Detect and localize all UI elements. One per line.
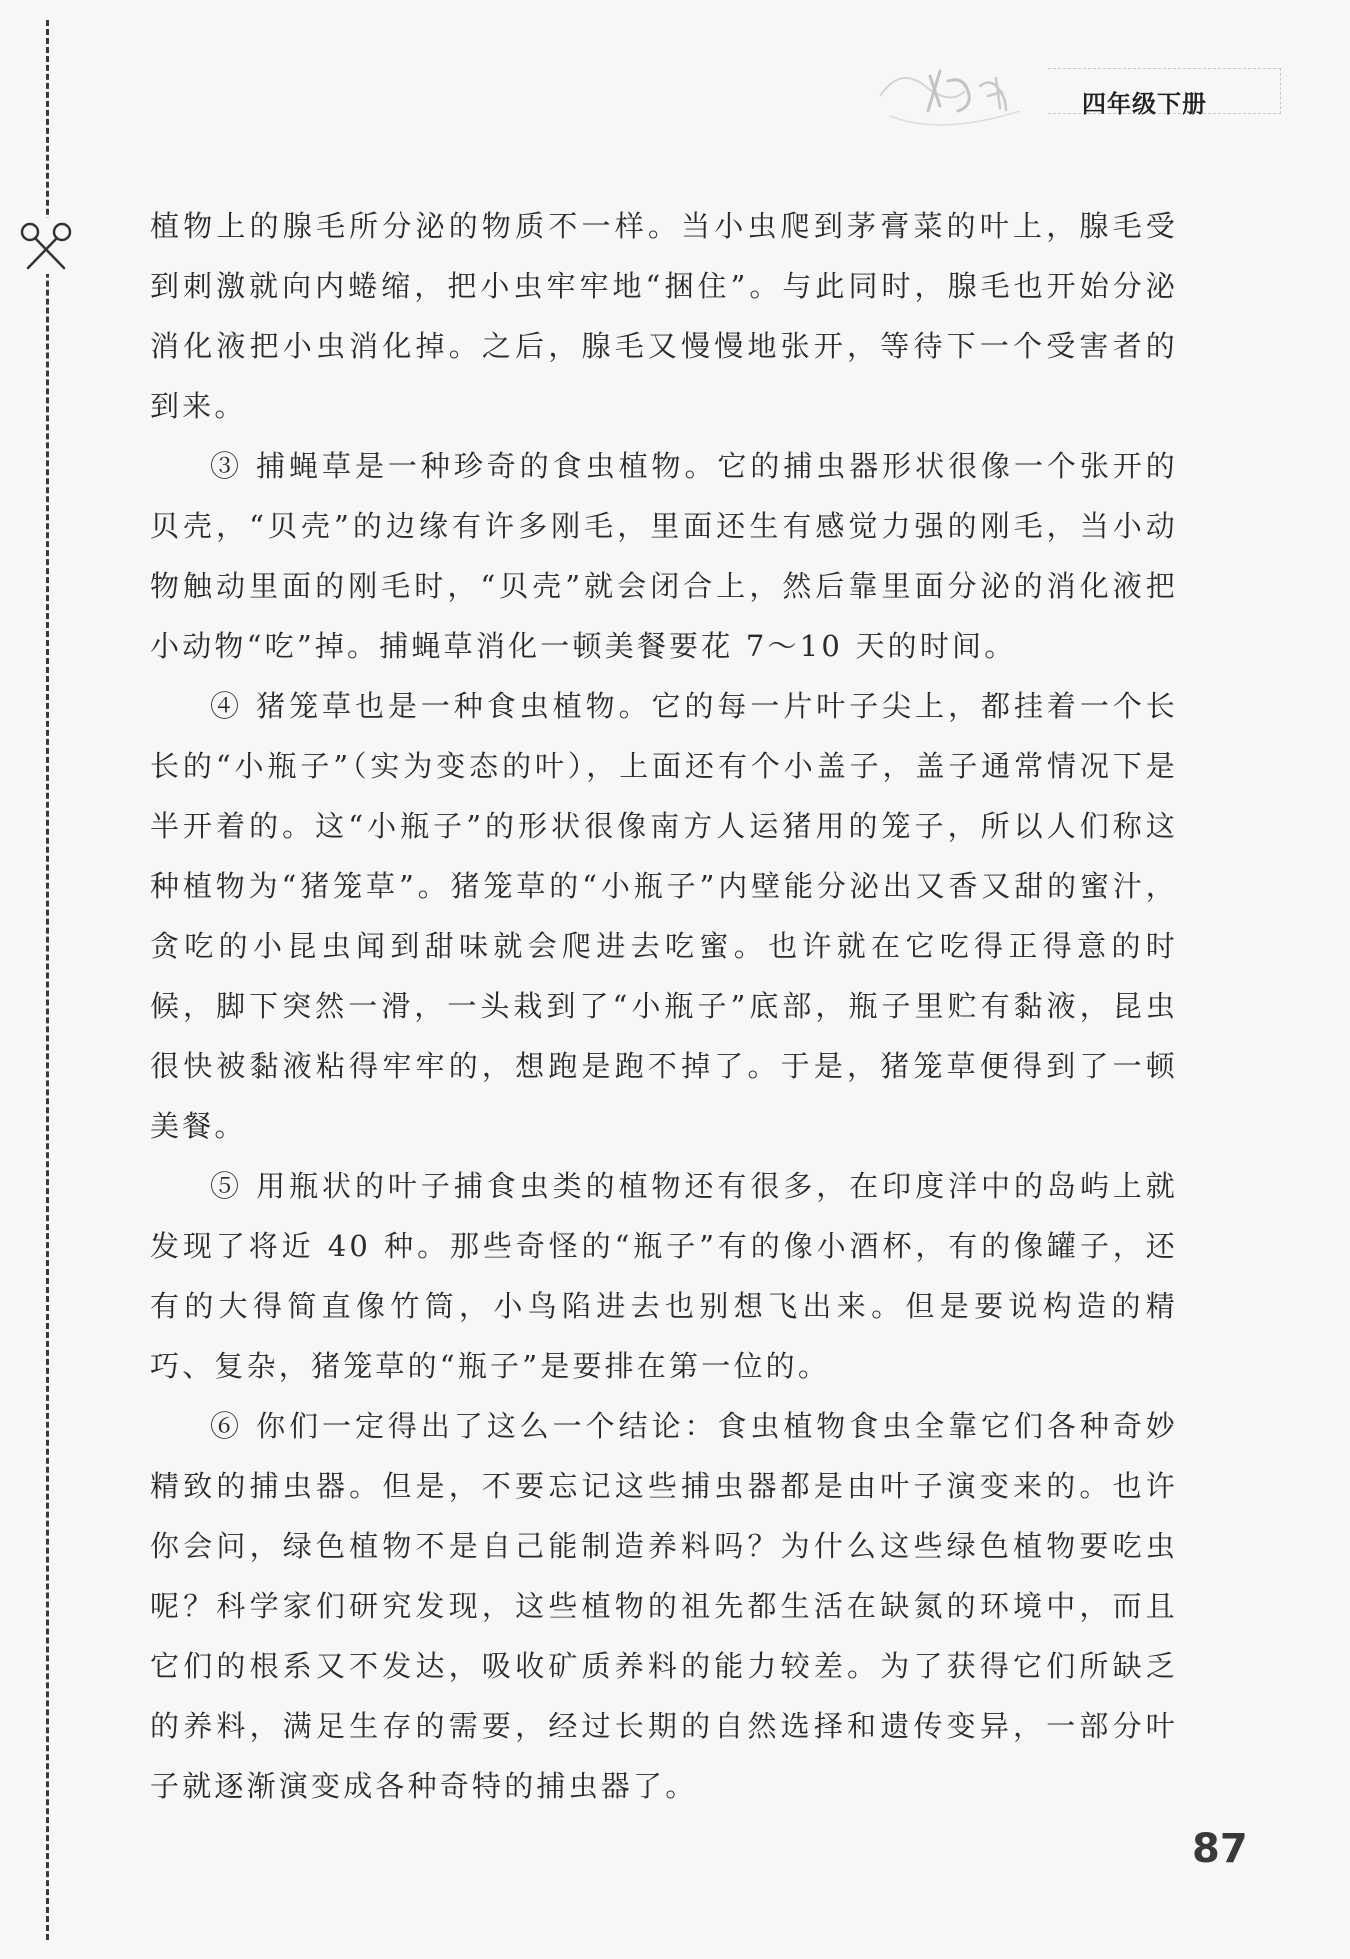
page-number: 87 bbox=[1192, 1826, 1248, 1872]
article-body bbox=[150, 196, 1178, 1816]
publisher-watermark-icon bbox=[870, 56, 1040, 146]
grade-label: 四年级下册 bbox=[1082, 90, 1207, 118]
scissors-icon bbox=[18, 218, 74, 274]
paragraph-3: ③ 捕蝇草是一种珍奇的食虫植物。它的捕虫器形状很像一个张开的贝壳，“贝壳”的边缘有许多刚毛，里面还生有感觉力强的刚毛，当小动物触动里面的刚毛时，“贝壳”就会闭合上，然后靠里面分泌的消化液把小动物“吃”掉。捕蝇草消化一顿美餐要花 7～10 天的时间。 bbox=[150, 449, 1178, 663]
paragraph-5: ⑤ 用瓶状的叶子捕食虫类的植物还有很多，在印度洋中的岛屿上就发现了将近 40 种。那些奇怪的“瓶子”有的像小酒杯，有的像罐子，还有的大得简直像竹筒，小鸟陷进去也别想飞出来。但是要说构造的精巧、复杂，猪笼草的“瓶子”是要排在第一位的。 bbox=[150, 1169, 1178, 1383]
paragraph-6: ⑥ 你们一定得出了这么一个结论：食虫植物食虫全靠它们各种奇妙精致的捕虫器。但是，不要忘记这些捕虫器都是由叶子演变来的。也许你会问，绿色植物不是自己能制造养料吗？为什么这些绿色植物要吃虫呢？科学家们研究发现，这些植物的祖先都生活在缺氮的环境中，而且它们的根系又不发达，吸收矿质养料的能力较差。为了获得它们所缺乏的养料，满足生存的需要，经过长期的自然选择和遗传变异，一部分叶子就逐渐演变成各种奇特的捕虫器了。 bbox=[150, 1409, 1178, 1803]
paragraph-continued: 植物上的腺毛所分泌的物质不一样。当小虫爬到茅膏菜的叶上，腺毛受到刺激就向内蜷缩，把小虫牢牢地“捆住”。与此同时，腺毛也开始分泌消化液把小虫消化掉。之后，腺毛又慢慢地张开，等待下一个受害者的到来。 bbox=[150, 209, 1178, 423]
paragraph-4: ④ 猪笼草也是一种食虫植物。它的每一片叶子尖上，都挂着一个长长的“小瓶子”（实为变态的叶），上面还有个小盖子，盖子通常情况下是半开着的。这“小瓶子”的形状很像南方人运猪用的笼子，所以人们称这种植物为“猪笼草”。猪笼草的“小瓶子”内壁能分泌出又香又甜的蜜汁，贪吃的小昆虫闻到甜味就会爬进去吃蜜。也许就在它吃得正得意的时候，脚下突然一滑，一头栽到了“小瓶子”底部，瓶子里贮有黏液，昆虫很快被黏液粘得牢牢的，想跑是跑不掉了。于是，猪笼草便得到了一顿美餐。 bbox=[150, 689, 1178, 1143]
cut-guide-line bbox=[46, 20, 49, 1940]
